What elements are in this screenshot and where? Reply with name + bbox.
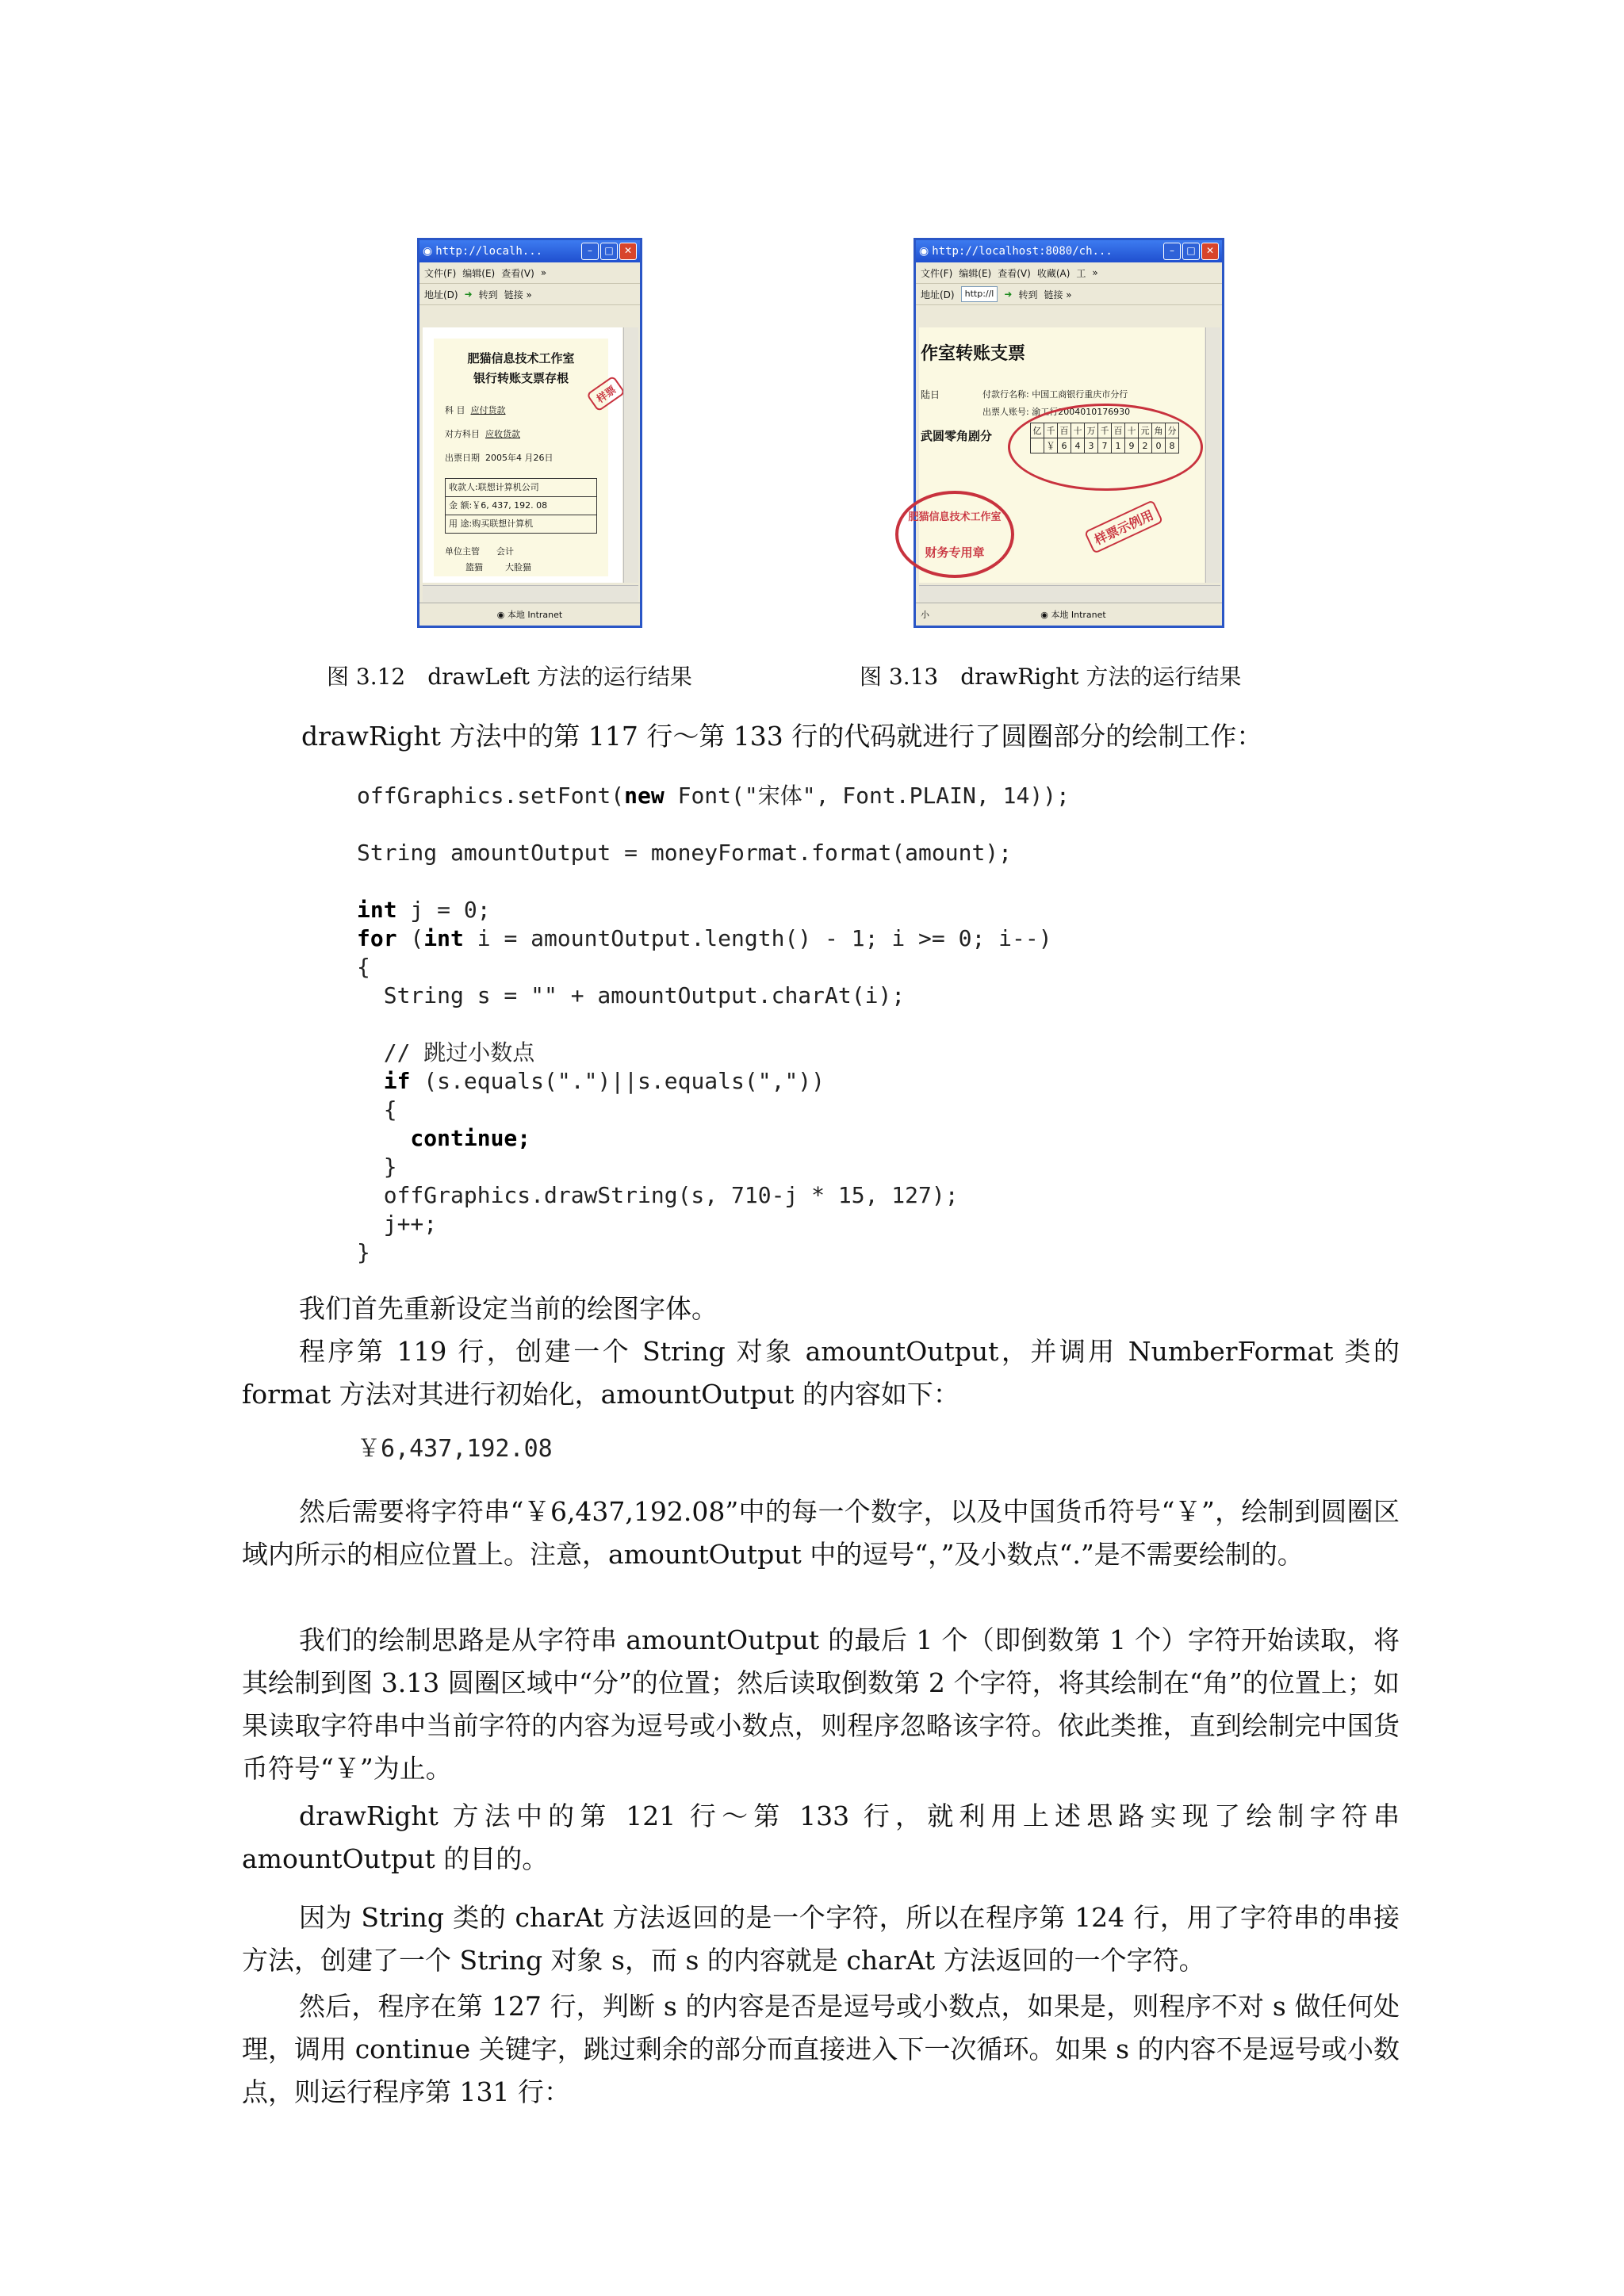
seal-sub: 财务专用章: [925, 545, 985, 560]
stub-footer-name: 篮猫: [465, 562, 483, 572]
address-bar: [419, 284, 640, 305]
digit-cell: 3: [1085, 438, 1098, 453]
minimize-icon[interactable]: –: [1163, 243, 1181, 260]
stub-footer-label: 单位主管: [445, 546, 480, 557]
status-bar: [916, 603, 1222, 626]
amount-label: 武圆零角剧分: [921, 429, 993, 443]
code-line: int j = 0;: [357, 897, 491, 923]
page-content: [423, 327, 622, 583]
digit-cell: ￥: [1044, 438, 1058, 453]
maximize-icon[interactable]: □: [1182, 243, 1200, 260]
digit-cell: 6: [1058, 438, 1071, 453]
ie-icon: ◉: [423, 245, 433, 258]
code-line: offGraphics.setFont(new Font("宋体", Font.PLAIN, 14));: [357, 783, 1070, 809]
intranet-icon: ◉: [496, 609, 505, 620]
digit-header: 百: [1058, 423, 1071, 438]
ie-icon: ◉: [919, 245, 929, 258]
figure-caption-3-12: 图 3.12 drawLeft 方法的运行结果: [327, 664, 692, 690]
digit-header: 亿: [1031, 423, 1044, 438]
cheque-title: 作室转账支票: [921, 344, 1026, 364]
go-button[interactable]: 转到: [478, 289, 498, 300]
window-title: http://localhost:8080/ch...: [932, 245, 1113, 258]
menu-favorites[interactable]: 收藏(A): [1036, 267, 1071, 279]
amount-output-value: ￥6,437,192.08: [357, 1435, 553, 1463]
digit-header: 千: [1044, 423, 1058, 438]
digit-cell: 9: [1125, 438, 1139, 453]
digit-cell: 4: [1071, 438, 1085, 453]
menu-more[interactable]: »: [1092, 267, 1098, 278]
figure-3-13-window: [908, 238, 1224, 628]
menu-more[interactable]: »: [540, 267, 547, 278]
digit-header: 元: [1139, 423, 1152, 438]
menu-view[interactable]: 查看(V): [501, 267, 534, 279]
address-bar: [916, 284, 1222, 305]
digit-header: 千: [1098, 423, 1112, 438]
sample-stamp: 样票: [586, 375, 626, 411]
digit-cell: 0: [1152, 438, 1166, 453]
code-line: String s = "" + amountOutput.charAt(i);: [357, 982, 906, 1008]
address-label: 地址(D): [921, 289, 955, 300]
address-label: 地址(D): [424, 289, 458, 300]
finance-seal: [895, 491, 1014, 578]
digit-header: 十: [1125, 423, 1139, 438]
intro-paragraph: drawRight 方法中的第 117 行～第 133 行的代码就进行了圆圈部分的绘制工作：: [301, 721, 1263, 752]
cheque: [908, 327, 1205, 583]
go-arrow-icon[interactable]: ➜: [1004, 289, 1013, 300]
digit-cell: 8: [1166, 438, 1179, 453]
highlight-circle: [1008, 404, 1203, 491]
stub-footer-label: 会计: [496, 546, 514, 557]
paragraph-7: 然后，程序在第 127 行，判断 s 的内容是否是逗号或小数点，如果是，则程序不对 s 做任何处理，调用 continue 关键字，跳过剩余的部分而直接进入下一次循环。如果 s 的内容不是逗号或小数点，则运行程序第 131 行：: [242, 1991, 1400, 2107]
minimize-icon[interactable]: –: [581, 243, 599, 260]
account-line: 出票人账号: 渝工行2004010176930: [982, 407, 1131, 417]
digit-cell: 2: [1139, 438, 1152, 453]
code-block: [357, 782, 1070, 1267]
links-button[interactable]: 链接 »: [1044, 289, 1072, 300]
bank-line: 付款行名称: 中国工商银行重庆市分行: [982, 389, 1128, 400]
menu-bar: [916, 262, 1222, 284]
intranet-icon: ◉: [1040, 610, 1048, 620]
horizontal-scrollbar[interactable]: [919, 585, 1220, 602]
window-title: http://localh...: [435, 245, 543, 258]
close-icon[interactable]: ✕: [1201, 243, 1219, 260]
address-input[interactable]: http://l: [961, 286, 998, 302]
code-line: continue;: [357, 1125, 531, 1151]
code-line: if (s.equals(".")||s.equals(",")): [383, 1068, 825, 1094]
vertical-scrollbar[interactable]: [1205, 327, 1220, 583]
page-content: [908, 327, 1205, 583]
code-comment: // 跳过小数点: [357, 1039, 535, 1066]
go-arrow-icon[interactable]: ➜: [464, 289, 473, 300]
digit-cell: 1: [1112, 438, 1125, 453]
stub-row: 对方科目 应收货款: [445, 429, 520, 439]
code-line: offGraphics.drawString(s, 710-j * 15, 127);: [357, 1182, 959, 1208]
go-button[interactable]: 转到: [1018, 289, 1038, 300]
digit-header: 角: [1152, 423, 1166, 438]
stub-row: 出票日期 2005年4 月26日: [445, 453, 553, 463]
menu-view[interactable]: 查看(V): [998, 267, 1031, 279]
code-line: {: [357, 954, 370, 980]
stub-title-2: 银行转账支票存根: [473, 371, 569, 385]
status-text: 本地 Intranet: [507, 610, 563, 620]
code-line: {: [357, 1096, 397, 1123]
digit-header: 十: [1071, 423, 1085, 438]
paragraph-3: 然后需要将字符串“￥6,437,192.08”中的每一个数字，以及中国货币符号“￥”，绘制到圆圈区域内所示的相应位置上。注意，amountOutput 中的逗号“，”及小数点“.”是不需要绘制的。: [242, 1496, 1400, 1570]
menu-bar: [419, 262, 640, 284]
figure-3-12-window: [417, 238, 642, 628]
stub-footer-name: 大脸猫: [504, 562, 531, 572]
cheque-stub: [434, 339, 608, 576]
status-left: 小: [921, 610, 929, 620]
cheque-date-label: 陆日: [921, 389, 940, 400]
code-line: }: [357, 1239, 370, 1265]
menu-tools[interactable]: 工: [1076, 267, 1086, 279]
vertical-scrollbar[interactable]: [623, 327, 638, 583]
code-line: for (int i = amountOutput.length() - 1; i >= 0; i--): [357, 925, 1052, 951]
digit-header: 万: [1085, 423, 1098, 438]
paragraph-4: 我们的绘制思路是从字符串 amountOutput 的最后 1 个（即倒数第 1 个）字符开始读取，将其绘制到图 3.13 圆圈区域中“分”的位置；然后读取倒数第 2 个字符，将其绘制在“角”的位置上；如果读取字符串中当前字符的内容为逗号或小数点，则程序忽略该字符。依此类推，直到绘制完中国货币符号“￥”为止。: [242, 1624, 1400, 1784]
figure-caption-3-13: 图 3.13 drawRight 方法的运行结果: [860, 664, 1242, 690]
stub-row: 科 目 应付货款: [445, 405, 506, 415]
horizontal-scrollbar[interactable]: [423, 585, 638, 602]
status-text: 本地 Intranet: [1051, 610, 1106, 620]
stub-title-1: 肥猫信息技术工作室: [467, 351, 575, 365]
sample-stamp: 样票示例用: [1084, 499, 1163, 554]
paragraph-2: 程序第 119 行，创建一个 String 对象 amountOutput，并调用 NumberFormat 类的 format 方法对其进行初始化，amountOutput 的内容如下：: [242, 1336, 1400, 1410]
menu-edit[interactable]: 编辑(E): [959, 267, 992, 279]
paragraph-6: 因为 String 类的 charAt 方法返回的是一个字符，所以在程序第 124 行，用了字符串的串接方法，创建了一个 String 对象 s，而 s 的内容就是 charAt 方法返回的一个字符。: [242, 1902, 1400, 1976]
seal-text: 肥猫信息技术工作室: [908, 511, 1002, 523]
paragraph-1: 我们首先重新设定当前的绘图字体。: [299, 1293, 718, 1324]
links-button[interactable]: 链接 »: [504, 289, 532, 300]
digit-header: 分: [1166, 423, 1179, 438]
menu-edit[interactable]: 编辑(E): [462, 267, 496, 279]
status-bar: [419, 603, 640, 626]
close-icon[interactable]: ✕: [619, 243, 637, 260]
digit-header: 百: [1112, 423, 1125, 438]
stub-box: 收款人:联想计算机公司 金 额:￥6, 437, 192. 08 用 途:购买联想计算机: [445, 478, 597, 534]
code-line: String amountOutput = moneyFormat.format(amount);: [357, 840, 1013, 866]
title-bar: [419, 240, 640, 262]
paragraph-5: drawRight 方法中的第 121 行～第 133 行，就利用上述思路实现了绘制字符串 amountOutput 的目的。: [242, 1800, 1400, 1874]
code-line: j++;: [357, 1211, 438, 1237]
code-line: }: [357, 1154, 397, 1180]
menu-file[interactable]: 文件(F): [424, 267, 457, 279]
menu-file[interactable]: 文件(F): [921, 267, 953, 279]
maximize-icon[interactable]: □: [600, 243, 618, 260]
digit-cell: 7: [1098, 438, 1112, 453]
title-bar: [916, 240, 1222, 262]
